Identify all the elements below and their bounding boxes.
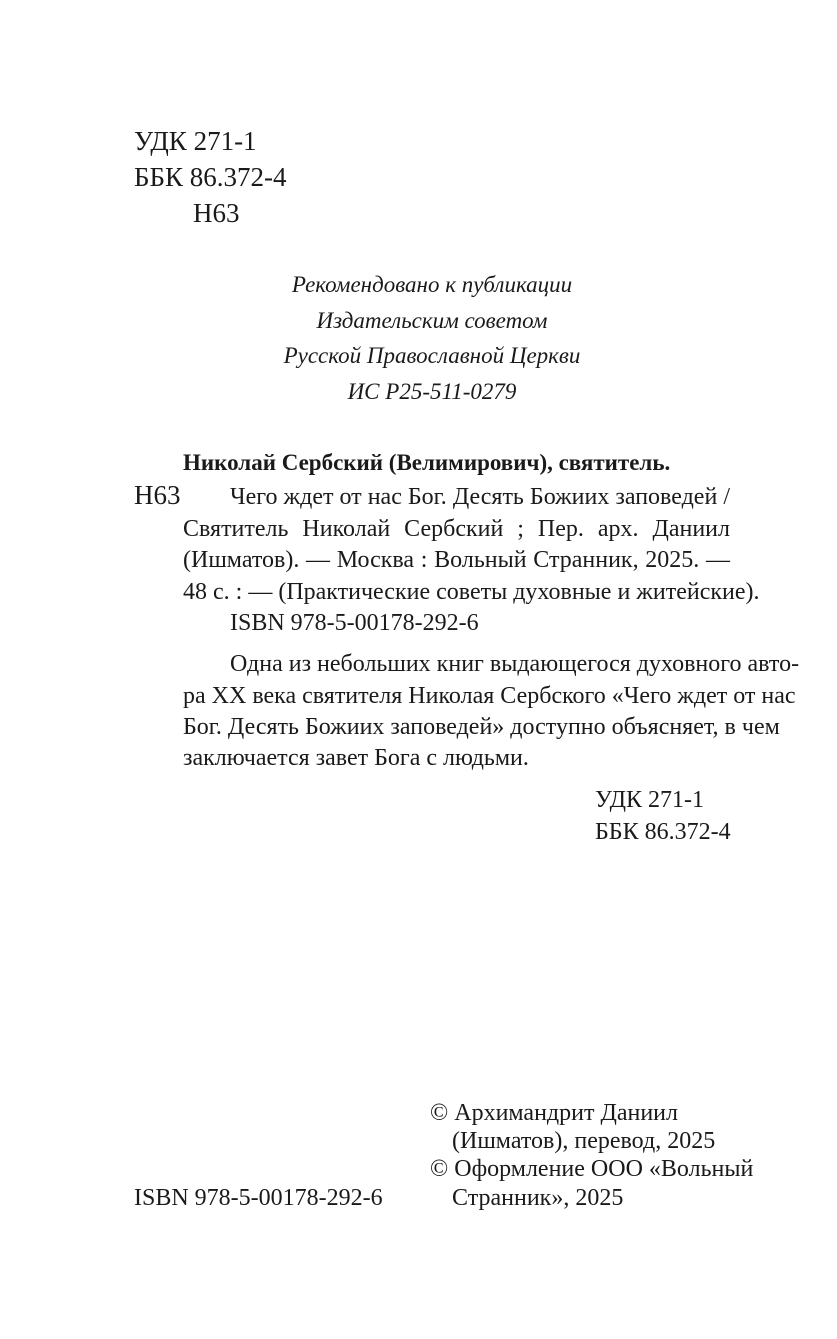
author-mark: Н63: [193, 198, 240, 228]
copyright-design-line-2: Странник», 2025: [452, 1185, 624, 1211]
catalog-heading: Николай Сербский (Велимирович), святитель.: [183, 450, 671, 475]
recommendation-line-2: Издательским советом: [316, 308, 548, 333]
annotation-line-3: Бог. Десять Божиих заповедей» доступно объясняет, в чем: [183, 714, 780, 740]
publishing-council-code: ИС Р25-511-0279: [347, 379, 517, 404]
recommendation-line-1: Рекомендовано к публикации: [291, 272, 573, 297]
annotation-line-2: ра XX века святителя Николая Сербского «Чего ждет от нас: [183, 683, 796, 709]
recommendation-line-3: Русской Православной Церкви: [283, 343, 581, 368]
copyright-translation-line-1: © Архимандрит Даниил: [430, 1100, 679, 1126]
catalog-line-3: (Ишматов). — Москва : Вольный Странник, 2025. —: [183, 547, 730, 573]
catalog-isbn: ISBN 978-5-00178-292-6: [230, 610, 479, 636]
catalog-line-1: Чего ждет от нас Бог. Десять Божиих заповедей /: [230, 484, 730, 510]
footer-isbn: ISBN 978-5-00178-292-6: [134, 1185, 383, 1211]
catalog-author-mark: Н63: [134, 480, 181, 510]
copyright-design-line-1: © Оформление ООО «Вольный: [430, 1156, 754, 1182]
catalog-udk-code: УДК 271-1: [595, 787, 704, 813]
bbk-code: ББК 86.372-4: [134, 162, 287, 192]
catalog-bbk-code: ББК 86.372-4: [595, 819, 731, 845]
catalog-line-4: 48 с. : — (Практические советы духовные и житейские).: [183, 579, 760, 605]
catalog-line-2: Святитель Николай Сербский ; Пер. арх. Даниил: [183, 516, 730, 542]
annotation-line-1: Одна из небольших книг выдающегося духовного авто-: [230, 651, 800, 677]
copyright-translation-line-2: (Ишматов), перевод, 2025: [452, 1128, 716, 1154]
annotation-line-4: заключается завет Бога с людьми.: [183, 745, 529, 771]
udk-code: УДК 271-1: [134, 126, 257, 156]
